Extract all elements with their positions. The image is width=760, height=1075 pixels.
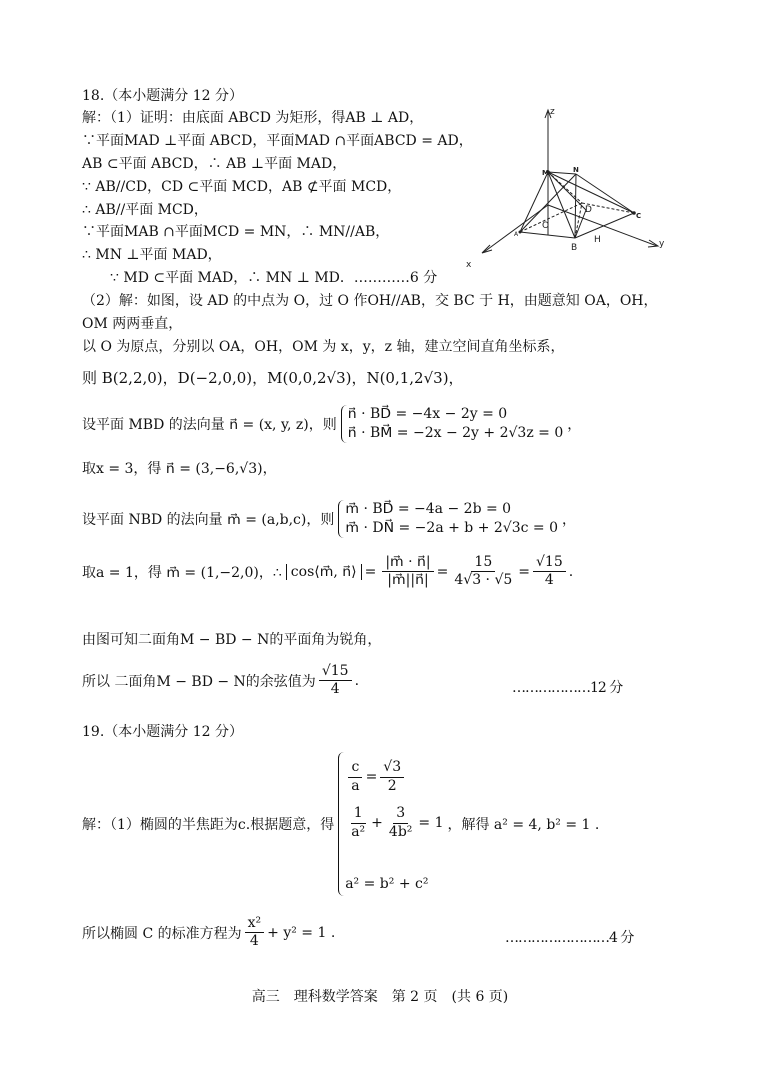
- q19-eq-1: $\frac{c}{a}$ = $\frac{√3}{2}$: [345, 754, 443, 800]
- q18-answer-row: 所以 二面角M − BD − N的余弦值为 $\frac{√15}{4}$ .: [82, 663, 360, 698]
- nbd-end: ，: [562, 512, 576, 528]
- label-N: N: [573, 166, 579, 174]
- answer-frac: $\frac{√15}{4}$: [319, 664, 352, 698]
- take-n-line: 取x = 3，得 n⃗ = (3,−6,√3)，: [82, 461, 277, 477]
- cos-frac-2: $\frac{15}{4√3 \cdot √5}$: [454, 554, 513, 589]
- label-O: O: [542, 221, 550, 231]
- x-axis: [484, 205, 548, 252]
- q19-system-row: [82, 752, 599, 896]
- nbd-eq-2: m⃗ · DN⃗ = −2a + b + 2√3c = 0: [345, 520, 558, 536]
- q19-system: [338, 752, 443, 896]
- q18-line-6: ∵平面MAB ∩平面MCD = MN，∴ MN//AB，: [82, 224, 390, 240]
- mbd-eq-2: n⃗ · BM⃗ = −2x − 2y + 2√3z = 0: [347, 425, 564, 441]
- take-m-text: 取a = 1，得 m⃗ = (1,−2,0)，∴: [82, 564, 282, 581]
- label-x: x: [466, 260, 472, 270]
- q19-solution: ，解得 a² = 4, b² = 1 .: [447, 817, 600, 833]
- q18-line-1: 解：（1）证明：由底面 ABCD 为矩形，得AB ⊥ AD，: [82, 110, 424, 126]
- cosine-row: 取a = 1，得 m⃗ = (1,−2,0)，∴ cos⟨m⃗, n⃗⟩ = $\frac{|m⃗ \cdot n⃗|}{|m⃗||n⃗|}$ = $\frac{15}{4√3 \cdot √5}$ = $\frac{√15}{4}$ .: [82, 554, 574, 589]
- page-footer: 高三 理科数学答案 第 2 页 (共 6 页): [251, 989, 509, 1005]
- q18-line-2: ∵平面MAD ⊥平面 ABCD，平面MAD ∩平面ABCD = AD，: [82, 133, 473, 149]
- x-arrow: [482, 245, 492, 253]
- cos-frac-1: $\frac{|m⃗ \cdot n⃗|}{|m⃗||n⃗|}$: [382, 555, 433, 589]
- q18-line-5: ∴ AB//平面 MCD，: [82, 202, 208, 218]
- q18-part2-line-1: （2）解：如图，设 AD 的中点为 O，过 O 作OH//AB，交 BC 于 H，由题意知 OA，OH，: [82, 293, 658, 309]
- coordinates-line: 则 B(2,2,0)，D(−2,0,0)，M(0,0,2√3)，N(0,1,2√3)，: [82, 369, 464, 387]
- label-A: A: [514, 231, 519, 238]
- cos-abs: cos⟨m⃗, n⃗⟩: [286, 564, 362, 580]
- q18-line-3: AB ⊂平面 ABCD，∴ AB ⊥平面 MAD，: [82, 156, 347, 172]
- q18-line-4: ∵ AB//CD，CD ⊂平面 MCD，AB ⊄平面 MCD，: [82, 179, 402, 195]
- label-M: M: [542, 169, 549, 177]
- mbd-eq-1: n⃗ · BD⃗ = −4x − 2y = 0: [347, 406, 508, 422]
- q18-header: 18.（本小题满分 12 分）: [82, 88, 243, 104]
- acute-angle-line: 由图可知二面角M − BD − N的平面角为锐角，: [82, 632, 382, 648]
- nbd-system: [338, 500, 558, 538]
- mbd-end: ，: [567, 417, 582, 433]
- nbd-eq-1: m⃗ · BD⃗ = −4a − 2b = 0: [345, 501, 512, 517]
- label-H: H: [594, 235, 601, 245]
- mbd-normal-row: [82, 405, 581, 443]
- mbd-normal-text: 设平面 MBD 的法向量 n⃗ = (x, y, z)，则: [82, 417, 337, 433]
- q19-standard-row: 所以椭圆 C 的标准方程为 $\frac{\text{x²}}{4}$ + y² = 1 .: [82, 915, 336, 950]
- answer-text: 所以 二面角M − BD − N的余弦值为: [82, 673, 316, 690]
- q18-line-8: ∵ MD ⊂平面 MAD，∴ MN ⊥ MD．…………6 分: [110, 270, 438, 286]
- pyramid-figure: [462, 100, 672, 270]
- nbd-normal-text: 设平面 NBD 的法向量 m⃗ = (a,b,c)，则: [82, 512, 335, 528]
- label-D: D: [585, 205, 592, 215]
- q19-eq-2: $\frac{1}{\text{a²}}$ + $\frac{3}{\text{4b²}}$ = 1: [351, 805, 444, 840]
- q19-header: 19.（本小题满分 12 分）: [82, 724, 243, 740]
- q19-eq-3: a² = b² + c²: [345, 876, 429, 892]
- q18-part2-line-2: OM 两两垂直，: [82, 316, 183, 332]
- standard-frac: $\frac{\text{x²}}{4}$: [245, 916, 265, 950]
- q18-score: ………………12 分: [512, 680, 623, 696]
- label-C: C: [636, 212, 642, 220]
- q18-part2-line-3: 以 O 为原点，分别以 OA，OH，OM 为 x，y，z 轴，建立空间直角坐标系，: [82, 339, 565, 355]
- label-y: y: [659, 239, 665, 249]
- q19-intro-text: 解：（1）椭圆的半焦距为c.根据题意，得: [82, 817, 335, 833]
- nbd-normal-row: [82, 500, 576, 538]
- mbd-system: [341, 405, 563, 443]
- cos-frac-3: $\frac{√15}{4}$: [533, 555, 566, 589]
- standard-text: 所以椭圆 C 的标准方程为: [82, 925, 242, 942]
- label-z: z: [550, 107, 555, 117]
- label-B: B: [571, 243, 578, 253]
- q19-score: ……………………4 分: [505, 930, 634, 946]
- q18-line-7: ∴ MN ⊥平面 MAD，: [82, 247, 222, 263]
